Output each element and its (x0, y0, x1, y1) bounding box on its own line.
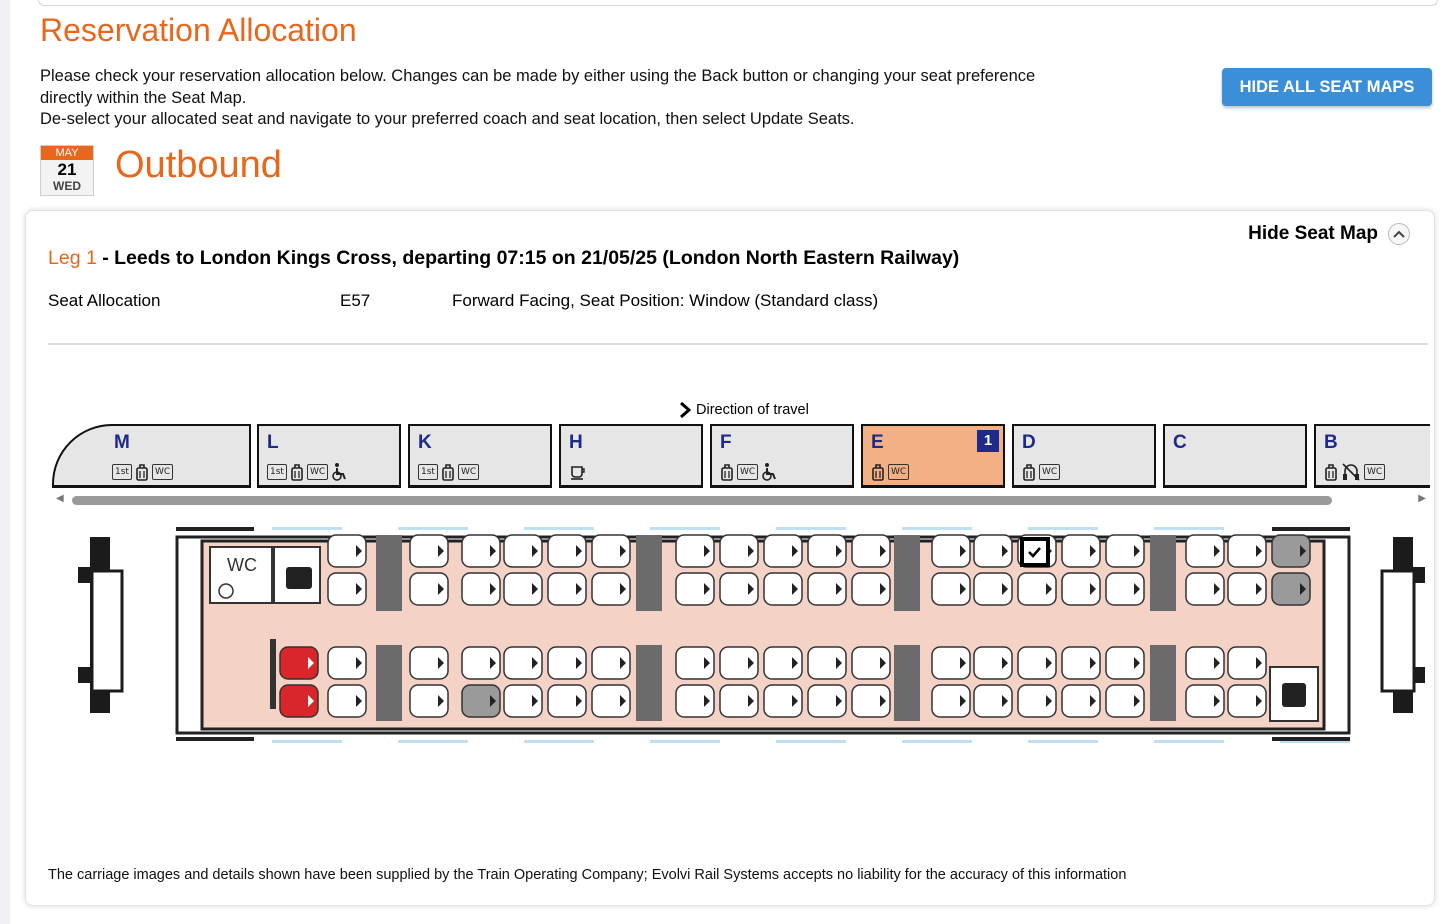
luggage-icon (441, 462, 455, 482)
seat[interactable] (676, 573, 714, 605)
seat[interactable] (974, 685, 1012, 717)
divider (48, 343, 1428, 345)
seat[interactable] (280, 685, 318, 717)
page (10, 0, 1446, 924)
seat[interactable] (932, 573, 970, 605)
coach-letter: H (569, 432, 583, 453)
window-strip (650, 527, 720, 530)
table (636, 535, 662, 611)
luggage-icon (871, 462, 885, 482)
seat[interactable] (932, 685, 970, 717)
luggage-icon (135, 462, 149, 482)
seat[interactable] (1106, 535, 1144, 567)
coach-k[interactable] (408, 424, 552, 488)
seat[interactable] (410, 573, 448, 605)
window-strip (398, 527, 468, 530)
date-badge (40, 145, 94, 196)
coach-letter: B (1324, 432, 1338, 453)
seat[interactable] (548, 535, 586, 567)
seat[interactable] (1106, 573, 1144, 605)
partition (270, 639, 276, 709)
window-strip (524, 527, 594, 530)
seat[interactable] (852, 573, 890, 605)
seat[interactable] (808, 685, 846, 717)
first-class-icon: 1st (418, 462, 438, 482)
seat[interactable] (504, 535, 542, 567)
seat[interactable] (974, 535, 1012, 567)
table (376, 535, 402, 611)
seat[interactable] (1228, 685, 1266, 717)
luggage-icon (290, 462, 304, 482)
seat[interactable] (410, 535, 448, 567)
carriage-seat-plan (52, 511, 1430, 781)
table (1150, 645, 1176, 721)
coach-facilities (112, 462, 173, 482)
coach-facilities (1324, 462, 1385, 482)
seat[interactable] (592, 535, 630, 567)
coach-letter: M (114, 432, 130, 453)
seat[interactable] (808, 535, 846, 567)
page-title: Reservation Allocation (40, 12, 357, 48)
luggage-icon (1282, 683, 1306, 707)
seat-count-badge: 1 (977, 430, 999, 452)
carriage-edge (1272, 527, 1350, 531)
seat[interactable] (1228, 573, 1266, 605)
selected-seat[interactable] (1018, 535, 1056, 567)
seat[interactable] (720, 573, 758, 605)
seat[interactable] (328, 573, 366, 605)
coach-m[interactable] (52, 424, 251, 488)
wc-icon: WC (1039, 462, 1060, 482)
seat[interactable] (1228, 535, 1266, 567)
seat[interactable] (764, 647, 802, 679)
coach-facilities (418, 462, 479, 482)
wc-icon: WC (458, 462, 479, 482)
window-strip (650, 740, 720, 743)
seat[interactable] (328, 685, 366, 717)
wc-icon: WC (737, 462, 758, 482)
seat[interactable] (548, 647, 586, 679)
coach-letter: C (1173, 432, 1187, 453)
coach-d[interactable] (1012, 424, 1156, 488)
seat[interactable] (932, 647, 970, 679)
seat[interactable] (328, 535, 366, 567)
seat[interactable] (852, 685, 890, 717)
seat[interactable] (410, 685, 448, 717)
seat[interactable] (720, 647, 758, 679)
luggage-icon (286, 567, 312, 589)
table (636, 645, 662, 721)
seat-allocation-label: Seat Allocation (48, 291, 161, 310)
window-strip (1154, 740, 1224, 743)
seat[interactable] (808, 647, 846, 679)
seat[interactable] (974, 573, 1012, 605)
scrollbar-thumb[interactable] (72, 496, 1332, 505)
window-strip (776, 740, 846, 743)
seat[interactable] (720, 535, 758, 567)
table (894, 645, 920, 721)
coach-selector (52, 424, 1430, 490)
seat[interactable] (504, 685, 542, 717)
seat[interactable] (548, 685, 586, 717)
coach-h[interactable] (559, 424, 703, 488)
seat[interactable] (720, 685, 758, 717)
seat[interactable] (1018, 647, 1056, 679)
seat[interactable] (1018, 573, 1056, 605)
seat[interactable] (504, 573, 542, 605)
seat[interactable] (808, 573, 846, 605)
window-strip (1028, 527, 1098, 530)
seat[interactable] (1106, 685, 1144, 717)
outbound-heading: Outbound (115, 144, 282, 186)
intro-text (40, 66, 1050, 131)
first-class-icon: 1st (112, 462, 132, 482)
wheelchair-icon (761, 462, 777, 482)
coach-facilities (720, 462, 777, 482)
chevron-right-icon (678, 401, 692, 419)
top-panel-edge (38, 0, 1438, 6)
leg-heading (48, 247, 959, 270)
seat[interactable] (764, 573, 802, 605)
seat[interactable] (974, 647, 1012, 679)
window-strip (398, 740, 468, 743)
scroll-left-icon[interactable]: ◀ (56, 493, 64, 504)
seat-allocation-number: E57 (340, 291, 371, 310)
coach-e[interactable] (861, 424, 1005, 488)
seat[interactable] (1186, 573, 1224, 605)
date-weekday: WED (53, 179, 81, 193)
date-month: MAY (41, 146, 93, 160)
gangway (1382, 571, 1414, 691)
seat-map-card (25, 210, 1435, 906)
coach-f[interactable] (710, 424, 854, 488)
seat[interactable] (1018, 685, 1056, 717)
seat[interactable] (1272, 573, 1310, 605)
hide-all-seat-maps-button[interactable]: HIDE ALL SEAT MAPS (1222, 68, 1432, 106)
coach-letter: E (871, 432, 884, 453)
window-strip (1028, 740, 1098, 743)
leg-number: Leg 1 (48, 247, 97, 269)
window-strip (902, 527, 972, 530)
seat[interactable] (1062, 535, 1100, 567)
coach-facilities (1022, 462, 1060, 482)
seat[interactable] (1228, 647, 1266, 679)
seat[interactable] (280, 647, 318, 679)
intro-line-1: Please check your reservation allocation below. Changes can be made by either using the Back button or changing your seat preference directly within the Seat Map. (40, 67, 1036, 107)
table (376, 645, 402, 721)
coach-facilities (267, 462, 347, 482)
seat[interactable] (1272, 535, 1310, 567)
coach-l[interactable] (257, 424, 401, 488)
window-strip (776, 527, 846, 530)
wc-icon: WC (152, 462, 173, 482)
coach-b[interactable] (1314, 424, 1430, 488)
seat-allocation-description: Forward Facing, Seat Position: Window (Standard class) (452, 291, 879, 310)
seat[interactable] (592, 573, 630, 605)
coach-c[interactable] (1163, 424, 1307, 488)
seat[interactable] (410, 647, 448, 679)
intro-line-2: De-select your allocated seat and navigate to your preferred coach and seat location, then select Update Seats. (40, 110, 855, 128)
table (894, 535, 920, 611)
direction-label: Direction of travel (696, 402, 809, 418)
seat[interactable] (462, 647, 500, 679)
coach-facilities (871, 462, 909, 482)
coach-letter: K (418, 432, 432, 453)
seat[interactable] (328, 647, 366, 679)
coach-letter: D (1022, 432, 1036, 453)
seat[interactable] (462, 573, 500, 605)
seat[interactable] (1062, 685, 1100, 717)
seat[interactable] (1186, 535, 1224, 567)
scroll-right-icon[interactable]: ▶ (1418, 493, 1426, 504)
seat[interactable] (1186, 647, 1224, 679)
direction-of-travel (678, 401, 809, 419)
leg-description: - Leeds to London Kings Cross, departing 07:15 on 21/05/25 (London North Eastern Railway) (96, 247, 960, 269)
carriage-edge (176, 527, 254, 531)
first-class-icon: 1st (267, 462, 287, 482)
coach-facilities (569, 462, 587, 482)
seat[interactable] (592, 647, 630, 679)
seat[interactable] (852, 535, 890, 567)
window-strip (272, 740, 342, 743)
seat[interactable] (592, 685, 630, 717)
seat[interactable] (764, 685, 802, 717)
window-strip (902, 740, 972, 743)
hide-seat-map-label: Hide Seat Map (1248, 223, 1378, 244)
seat[interactable] (1062, 573, 1100, 605)
seat[interactable] (548, 573, 586, 605)
seat[interactable] (462, 535, 500, 567)
wc-icon: WC (307, 462, 328, 482)
seat[interactable] (676, 685, 714, 717)
seat[interactable] (1106, 647, 1144, 679)
seat[interactable] (676, 535, 714, 567)
seat[interactable] (852, 647, 890, 679)
wc-label: WC (227, 555, 257, 575)
wc-icon: WC (1364, 462, 1385, 482)
luggage-icon (1022, 462, 1036, 482)
table (1150, 535, 1176, 611)
seat[interactable] (462, 685, 500, 717)
seat[interactable] (1186, 685, 1224, 717)
seat[interactable] (764, 535, 802, 567)
carriage-edge (176, 737, 254, 741)
wheelchair-icon (331, 462, 347, 482)
seat[interactable] (676, 647, 714, 679)
window-strip (524, 740, 594, 743)
carriage-edge (1272, 737, 1350, 741)
date-day: 21 (57, 160, 77, 179)
window-strip (1154, 527, 1224, 530)
luggage-icon (1324, 462, 1338, 482)
window-strip (272, 527, 342, 530)
chevron-up-icon[interactable] (1388, 223, 1410, 245)
disclaimer: The carriage images and details shown have been supplied by the Train Operating Company; Evolvi Rail Systems accepts no liability for the accuracy of this information (48, 867, 1127, 883)
seat[interactable] (1062, 647, 1100, 679)
wc-icon: WC (888, 462, 909, 482)
luggage-icon (720, 462, 734, 482)
coach-scrollbar[interactable] (52, 493, 1430, 507)
gangway (92, 571, 122, 691)
hide-seat-map-toggle[interactable] (1248, 223, 1410, 245)
coach-letter: F (720, 432, 732, 453)
seat[interactable] (932, 535, 970, 567)
quiet-icon (1341, 462, 1361, 482)
coach-letter: L (267, 432, 279, 453)
cafe-icon (569, 462, 587, 482)
seat[interactable] (504, 647, 542, 679)
